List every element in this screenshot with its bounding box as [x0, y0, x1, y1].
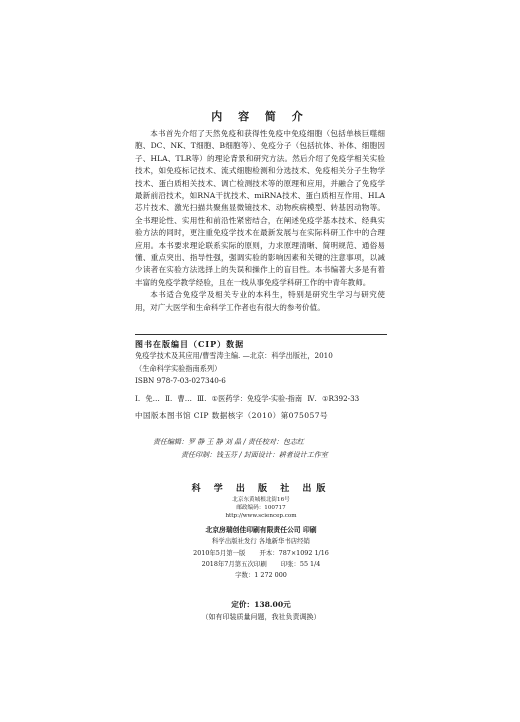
summary-paragraph-2: 本书适合免疫学及相关专业的本科生，特别是研究生学习与研究使用，对广大医学和生命科学工作者也有很大的参考价值。	[135, 290, 385, 312]
credits-editors: 责任编辑：罗 静 王 静 刘 晶 / 责任校对：包志红	[153, 438, 304, 446]
printer-name: 北京房瑞创佳印刷有限责任公司 印刷	[205, 526, 317, 534]
price-value: 138.00元	[254, 600, 291, 609]
price-label: 定价：	[231, 600, 255, 609]
printing-date: 2018年7月第五次印刷	[201, 560, 267, 568]
quality-notice: （如有印装质量问题，我社负责调换）	[201, 613, 321, 621]
cip-divider	[135, 334, 387, 335]
print-specs	[135, 548, 387, 581]
publisher-address: 北京东黄城根北街16号	[232, 497, 290, 503]
price	[135, 599, 387, 611]
cip-series: （生命科学实验指南系列）	[135, 363, 222, 373]
cip-title: 图书在版编目（CIP）数据	[135, 339, 245, 349]
credits-production: 责任印制：钱玉芬 / 封面设计：耕者设计工作室	[181, 451, 328, 459]
distributor: 科学出版社发行 各地新华书店经销	[212, 537, 310, 545]
cip-block	[135, 334, 387, 422]
word-count: 字数：1 272 000	[235, 571, 287, 579]
format-size: 开本：787×1092 1/16	[259, 549, 329, 557]
price-block	[135, 599, 387, 623]
summary-body	[135, 128, 385, 314]
publisher-website: http://www.sciencep.com	[225, 513, 297, 519]
cip-classification: Ⅰ. 免… Ⅱ. 曹… Ⅲ. ①医药学：免疫学-实验-指南 Ⅳ. ①R392-33	[135, 393, 360, 403]
credits	[135, 436, 387, 462]
sheet-count: 印张：55 1/4	[280, 560, 321, 568]
publisher-block	[135, 482, 387, 546]
publisher-name: 科 学 出 版 社 出版	[191, 484, 331, 494]
summary-title: 内 容 简 介	[211, 110, 309, 123]
publisher-postcode: 邮政编码：100717	[236, 505, 286, 511]
cip-data-number: 中国版本图书馆 CIP 数据核字（2010）第075057号	[135, 410, 328, 420]
edition-date: 2010年5月第一版	[193, 549, 246, 557]
spec-row	[135, 570, 387, 581]
spec-row	[135, 559, 387, 570]
cip-book-info: 免疫学技术及其应用/曹雪涛主编. —北京：科学出版社，2010	[135, 351, 333, 360]
summary-paragraph-1: 本书首先介绍了天然免疫和获得性免疫中免疫细胞（包括单核巨噬细胞、DC、NK、T细胞、B细胞等）、免疫分子（包括抗体、补体、细胞因子、HLA、TLR等）的理论背景和研究方法。然后介绍了免疫学相关实验技术，如免疫标记技术、流式细胞检测和分选技术、免疫相关分子生物学技术、蛋白质相关技术、调亡检测技术等的原理和应用，并融合了免疫学最新前沿技术，如RNA干扰技术、miRNA技术、蛋白质相互作用、HLA芯片技术、激光扫描共聚焦显微镜技术、动物疾病模型、转基因动物等。全书理论性、实用性和前沿性紧密结合，在阐述免疫学基本技术、经典实验方法的同时，更注重免疫学技术在最新发展与在实际科研工作中的合理应用。本书要求理论联系实际的原则，力求原理清晰、简明规范、通俗易懂、重点突出、指导性强，强调实验的影响因素和关键的注意事项，以减少读者在实验方法选择上的失误和操作上的盲目性。本书编著大多是有着丰富的免疫学教学经验，且在一线从事免疫学科研工作的中青年教师。	[135, 129, 385, 287]
cip-isbn: ISBN 978-7-03-027340-6	[135, 376, 226, 385]
spec-row	[135, 548, 387, 559]
